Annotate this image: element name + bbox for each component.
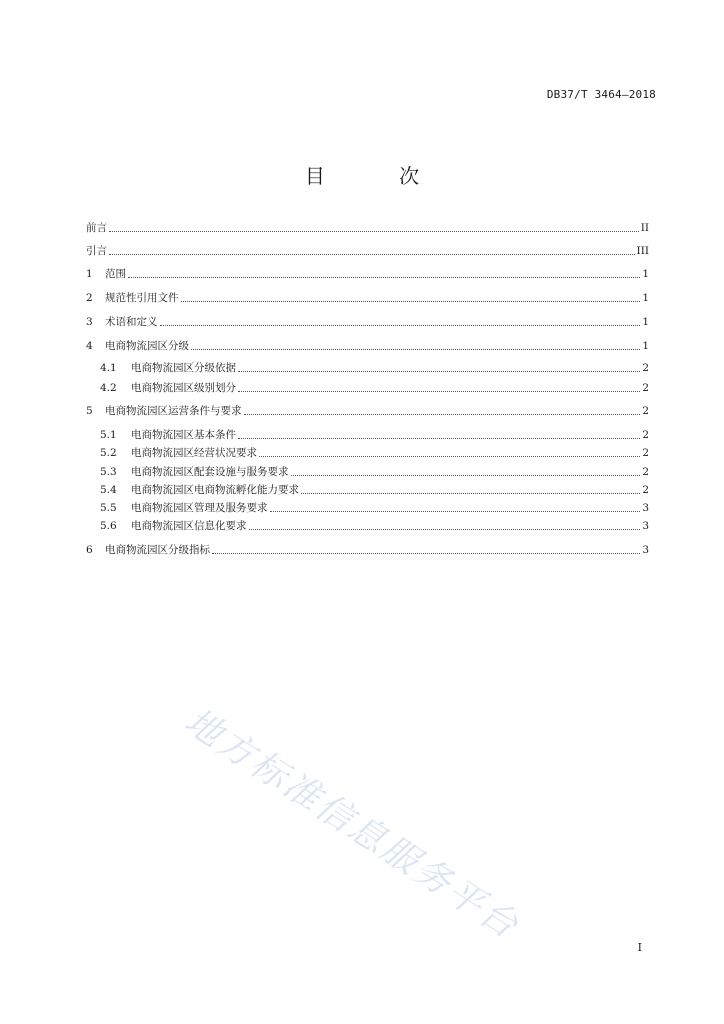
dot-leader xyxy=(301,493,640,494)
toc-entry-label: 术语和定义 xyxy=(105,316,158,328)
toc-entry-page: III xyxy=(636,245,649,257)
page-number: I xyxy=(637,941,642,954)
toc-entry-number: 5.2 xyxy=(100,447,117,459)
toc-entry[interactable] xyxy=(86,541,649,557)
dot-leader xyxy=(238,438,640,439)
dot-leader xyxy=(109,254,635,255)
toc-entry[interactable] xyxy=(86,499,649,515)
watermark: 地方标准信息服务平台 xyxy=(177,700,527,948)
toc-entry-page: 2 xyxy=(642,405,649,417)
dot-leader xyxy=(238,371,640,372)
toc-entry-label: 电商物流园区运营条件与要求 xyxy=(105,405,242,417)
toc-entry-number: 5.4 xyxy=(100,484,117,496)
toc-entry-label: 引言 xyxy=(86,245,107,257)
toc-entry-label: 电商物流园区分级指标 xyxy=(105,544,210,556)
dot-leader xyxy=(128,277,640,278)
toc-entry-label: 电商物流园区配套设施与服务要求 xyxy=(131,466,289,478)
dot-leader xyxy=(270,511,641,512)
toc-entry[interactable] xyxy=(86,517,649,533)
toc-entry[interactable] xyxy=(86,444,649,460)
dot-leader xyxy=(109,231,639,232)
dot-leader xyxy=(291,475,641,476)
toc-entry-label: 电商物流园区管理及服务要求 xyxy=(131,502,268,514)
dot-leader xyxy=(244,414,641,415)
toc-entry-label: 范围 xyxy=(105,268,126,280)
toc-entry-page: 1 xyxy=(642,316,649,328)
toc-entry[interactable] xyxy=(86,463,649,479)
toc-entry-page: II xyxy=(640,222,649,234)
toc-entry-page: 2 xyxy=(642,484,649,496)
toc-entry-label: 电商物流园区信息化要求 xyxy=(131,520,247,532)
dot-leader xyxy=(160,325,641,326)
toc-entry-page: 1 xyxy=(642,340,649,352)
toc-entry-page: 2 xyxy=(642,382,649,394)
toc-entry[interactable] xyxy=(86,265,649,281)
toc-entry-label: 规范性引用文件 xyxy=(105,292,179,304)
dot-leader xyxy=(212,553,640,554)
toc-entry-number: 6 xyxy=(86,544,93,556)
toc-entry[interactable] xyxy=(86,337,649,353)
dot-leader xyxy=(249,529,641,530)
toc-entry[interactable] xyxy=(86,242,649,258)
toc-entry-number: 5.1 xyxy=(100,429,117,441)
toc-entry-number: 3 xyxy=(86,316,93,328)
toc-entry-number: 1 xyxy=(86,268,93,280)
toc-entry-page: 3 xyxy=(642,502,649,514)
toc-entry-page: 2 xyxy=(642,447,649,459)
toc-entry-page: 1 xyxy=(642,268,649,280)
toc-entry-number: 4.1 xyxy=(100,362,117,374)
toc-entry[interactable] xyxy=(86,426,649,442)
toc-entry-label: 电商物流园区基本条件 xyxy=(131,429,236,441)
page-title: 目 次 xyxy=(304,164,454,188)
toc-entry-label: 前言 xyxy=(86,222,107,234)
toc-entry-number: 4 xyxy=(86,340,93,352)
toc-entry-page: 3 xyxy=(642,520,649,532)
toc-entry[interactable] xyxy=(86,289,649,305)
toc-entry[interactable] xyxy=(86,379,649,395)
dot-leader xyxy=(259,456,640,457)
toc-entry-number: 5.6 xyxy=(100,520,117,532)
toc-entry-number: 5 xyxy=(86,405,93,417)
toc-entry[interactable] xyxy=(86,402,649,418)
toc-entry-number: 5.3 xyxy=(100,466,117,478)
toc-entry[interactable] xyxy=(86,481,649,497)
toc-entry-page: 2 xyxy=(642,466,649,478)
toc-entry-label: 电商物流园区分级依据 xyxy=(131,362,236,374)
toc-entry-number: 5.5 xyxy=(100,502,117,514)
toc-entry[interactable] xyxy=(86,219,649,235)
toc-entry-page: 2 xyxy=(642,362,649,374)
toc-entry-page: 1 xyxy=(642,292,649,304)
toc-entry-number: 4.2 xyxy=(100,382,117,394)
toc-entry-page: 3 xyxy=(642,544,649,556)
toc-entry-label: 电商物流园区级别划分 xyxy=(131,382,236,394)
toc-entry-number: 2 xyxy=(86,292,93,304)
dot-leader xyxy=(191,349,640,350)
dot-leader xyxy=(181,301,641,302)
document-code: DB37/T 3464—2018 xyxy=(546,88,656,101)
dot-leader xyxy=(238,391,640,392)
toc-entry-label: 电商物流园区经营状况要求 xyxy=(131,447,257,459)
toc-entry-page: 2 xyxy=(642,429,649,441)
toc-entry-label: 电商物流园区电商物流孵化能力要求 xyxy=(131,484,299,496)
toc-entry[interactable] xyxy=(86,313,649,329)
toc-entry[interactable] xyxy=(86,359,649,375)
toc-entry-label: 电商物流园区分级 xyxy=(105,340,189,352)
